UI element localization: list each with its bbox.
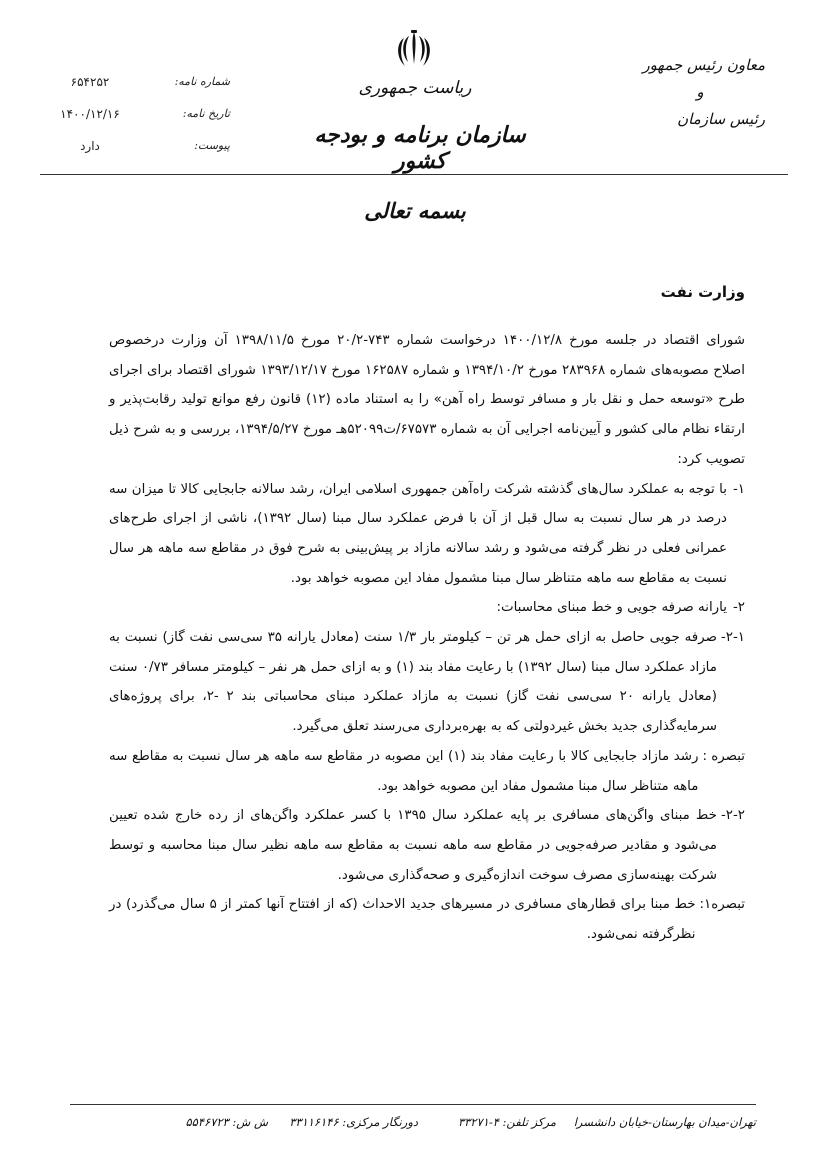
footer-fax: دورنگار مرکزی: ۳۳۱۱۶۱۴۶ [289,1115,418,1129]
conjunction-line: و [696,83,704,101]
clause-number: ۲-۱- [720,630,745,646]
note-text: رشد مازاد جابجایی کالا با رعایت مفاد بند (۱) این مصوبه در مقاطع سه ماهه هر سال نسبت به مقاطع سه ماهه متناظر سال مبنا مشمول مفاد این مصوبه خواهد بود. [109,748,699,794]
letter-number-value: ۶۵۴۲۵۲ [70,75,110,89]
letter-body [109,326,745,950]
vice-president-title [635,52,765,133]
intro-paragraph: شورای اقتصاد در جلسه مورخ ۱۴۰۰/۱۲/۸ درخواست شماره ۷۴۳-۲۰/۲ مورخ ۱۳۹۸/۱۱/۵ آن وزارت درخصوص اصلاح مصوبه‌های شماره ۲۸۳۹۶۸ مورخ ۱۳۹۴/۱۰/۲ و شماره ۱۶۲۵۸۷ مورخ ۱۳۹۳/۱۲/۱۷ شورای اقتصاد برای اجرای طرح «توسعه حمل و نقل بار و مسافر توسط راه آهن» را به استناد ماده (۱۲) قانون رفع موانع تولید رقابت‌پذیر و ارتقاء نظام مالی کشور و آیین‌نامه اجرایی آن به شماره ۶۷۵۷۳/ت۵۲۰۹۹هـ مورخ ۱۳۹۴/۵/۲۷، بررسی و به شرح ذیل تصویب کرد: [109,333,746,467]
clause-text: صرفه جویی حاصل به ازای حمل هر تن – کیلومتر بار ۱/۳ سنت (معادل یارانه ۳۵ سی‌سی نفت گاز) نسبت به مازاد عملکرد سال مبنا (سال ۱۳۹۲) با رعایت مفاد بند (۱) و به ازای حمل هر نفر – کیلومتر مسافر ۰/۷۳ سنت (معادل یارانه ۲۰ سی‌سی نفت گاز) نسبت به مازاد عملکرد مبنای محاسباتی بند ۲ -۲، برای پروژه‌های سرمایه‌گذاری جدید بخش غیردولتی که به بهره‌برداری می‌رسند تعلق می‌گیرد. [109,630,717,735]
note-label: تبصره۱: [699,897,745,913]
note-text: خط مبنا برای قطارهای مسافری در مسیرهای جدید الاحداث (که از افتتاح آنها کمتر از ۵ سال می‌گذرد) در نظرگرفته نمی‌شود. [109,897,696,943]
clause-text: خط مبنای واگن‌های مسافری بر پایه عملکرد سال ۱۳۹۵ با کسر عملکرد واگن‌های از رده خارج شده تعیین می‌شود و مقادیر صرفه‌جویی در مقاطع سه ماهه نسبت به مقاطع سه ماهه نظیر سال مبنا محاسبه و توسط شرکت بهینه‌سازی مصرف سوخت اندازه‌گیری و صحه‌گذاری می‌شود. [109,808,717,883]
letter-number-row [40,72,230,104]
clause-number: ۲- [732,600,745,616]
attachment-row [40,136,230,168]
letter-number-label: شماره نامه: [174,75,230,88]
clause-2-2 [109,801,745,890]
footer-address: تهران-میدان بهارستان-خیابان دانشسرا [573,1115,756,1129]
clause-text: یارانه صرفه جویی و خط مبنای محاسبات: [496,600,727,616]
organization-name: سازمان برنامه و بودجه کشور [314,122,526,174]
footer-divider [70,1104,756,1105]
clause-number: ۱- [732,481,745,497]
footer-phone: مرکز تلفن: ۴-۳۳۲۷۱ [457,1115,556,1129]
attachment-value: دارد [80,139,100,153]
basmala: بسمه تعالی [364,198,466,223]
letter-date-row [40,104,230,136]
vice-president-line: معاون رئیس جمهور [642,56,765,74]
clause-2 [109,593,745,623]
letter-date-label: تاریخ نامه: [182,107,230,120]
letter-metadata [40,72,230,168]
recipient: وزارت نفت [660,283,745,301]
clause-1 [109,475,745,594]
note-2 [109,890,745,949]
presidency-title: ریاست جمهوری [358,78,472,98]
iran-emblem-icon [392,28,436,72]
clause-number: ۲-۲- [720,808,745,824]
footer [70,1115,756,1137]
footer-postal-code: ش ش: ۵۵۴۶۷۲۳ [185,1115,268,1129]
attachment-label: پیوست: [194,139,230,152]
head-of-organization-line: رئیس سازمان [677,110,765,128]
note-label: تبصره : [702,748,745,764]
header-divider [40,174,788,175]
note-1 [109,742,745,801]
clause-text: با توجه به عملکرد سال‌های گذشته شرکت راه‌آهن جمهوری اسلامی ایران، رشد سالانه جابجایی کالا تا میزان سه درصد در هر سال نسبت به سال قبل از آن با فرض عملکرد سال مبنا (سال ۱۳۹۲)، ناشی از اجرای طرح‌های عمرانی فعلی در نظر گرفته می‌شود و رشد سالانه مازاد بر پیش‌بینی به شرح فوق در مقاطع سه ماهه هر سال نسبت به مقاطع سه ماهه متناظر سال مبنا مشمول مفاد این مصوبه خواهد بود. [109,481,727,586]
clause-2-1 [109,623,745,742]
letter-date-value: ۱۴۰۰/۱۲/۱۶ [60,107,120,121]
